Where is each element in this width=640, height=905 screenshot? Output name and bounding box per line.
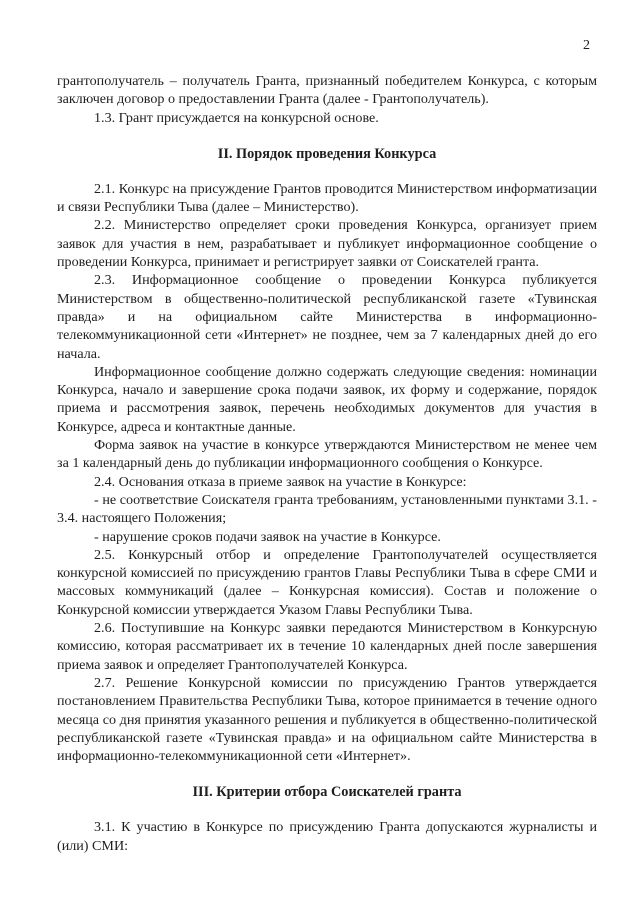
paragraph-1-3: 1.3. Грант присуждается на конкурсной основе. [94,109,379,126]
document-body [57,72,597,855]
section-2-title: II. Порядок проведения Конкурса [217,145,437,162]
list-item-refusal-1: - не соответствие Соискателя гранта требованиям, установленными пунктами 3.1. - 3.4. настоящего Положения; [57,491,597,527]
paragraph-2-7: 2.7. Решение Конкурсной комиссии по присуждению Грантов утверждается постановлением Правительства Республики Тыва, которое принимается в течение одного месяца со дня принятия указанного решения и публикуется в общественно-политической республиканской газете «Тувинская правда» и на официальном сайте Министерства в информационно-телекоммуникационной сети «Интернет». [57,674,597,765]
paragraph-2-2: 2.2. Министерство определяет сроки проведения Конкурса, организует прием заявок для участия в нем, разрабатывает и публикует информационное сообщение о проведении Конкурса, принимает и регистрирует заявки от Соискателей гранта. [57,217,597,271]
list-item-refusal-2: - нарушение сроков подачи заявок на участие в Конкурсе. [94,528,441,545]
paragraph-2-6: 2.6. Поступившие на Конкурс заявки передаются Министерством в Конкурсную комиссию, которая рассматривает их в течение 10 календарных дней после завершения приема заявок и определяет Грантополучателей Конкурса. [57,620,597,673]
paragraph-2-5: 2.5. Конкурсный отбор и определение Грантополучателей осуществляется конкурсной комиссией по присуждению грантов Главы Республики Тыва в сфере СМИ и массовых коммуникаций (далее – Конкурсная комиссия). Состав и положение о Конкурсной комиссии утверждается Указом Главы Республики Тыва. [57,546,597,618]
paragraph-2-3: 2.3. Информационное сообщение о проведении Конкурса публикуется Министерством в общественно-политической республиканской газете «Тувинская правда» и на официальном сайте Министерства в информационно-телекоммуникационной сети «Интернет» не позднее, чем за 7 календарных дней до его начала. [57,272,597,362]
paragraph-2-4: 2.4. Основания отказа в приеме заявок на участие в Конкурсе: [94,473,467,490]
section-3-title: III. Критерии отбора Соискателей гранта [192,784,462,801]
paragraph-info-message: Информационное сообщение должно содержать следующие сведения: номинации Конкурса, начало и завершение срока подачи заявок, их форму и содержание, порядок приема и рассмотрения заявок, перечень необходимых документов для участия в Конкурсе, адреса и контактные данные. [57,363,597,435]
paragraph-recipient-definition: грантополучатель – получатель Гранта, признанный победителем Конкурса, с которым заключен договор о предоставлении Гранта (далее - Грантополучатель). [57,73,597,108]
paragraph-form: Форма заявок на участие в конкурсе утверждаются Министерством не менее чем за 1 календарный день до публикации информационного сообщения о Конкурсе. [57,437,597,472]
paragraph-2-1: 2.1. Конкурс на присуждение Грантов проводится Министерством информатизации и связи Республики Тыва (далее – Министерство). [57,180,597,216]
page-number: 2 [583,38,590,53]
paragraph-3-1: 3.1. К участию в Конкурсе по присуждению Гранта допускаются журналисты и (или) СМИ: [57,819,597,854]
